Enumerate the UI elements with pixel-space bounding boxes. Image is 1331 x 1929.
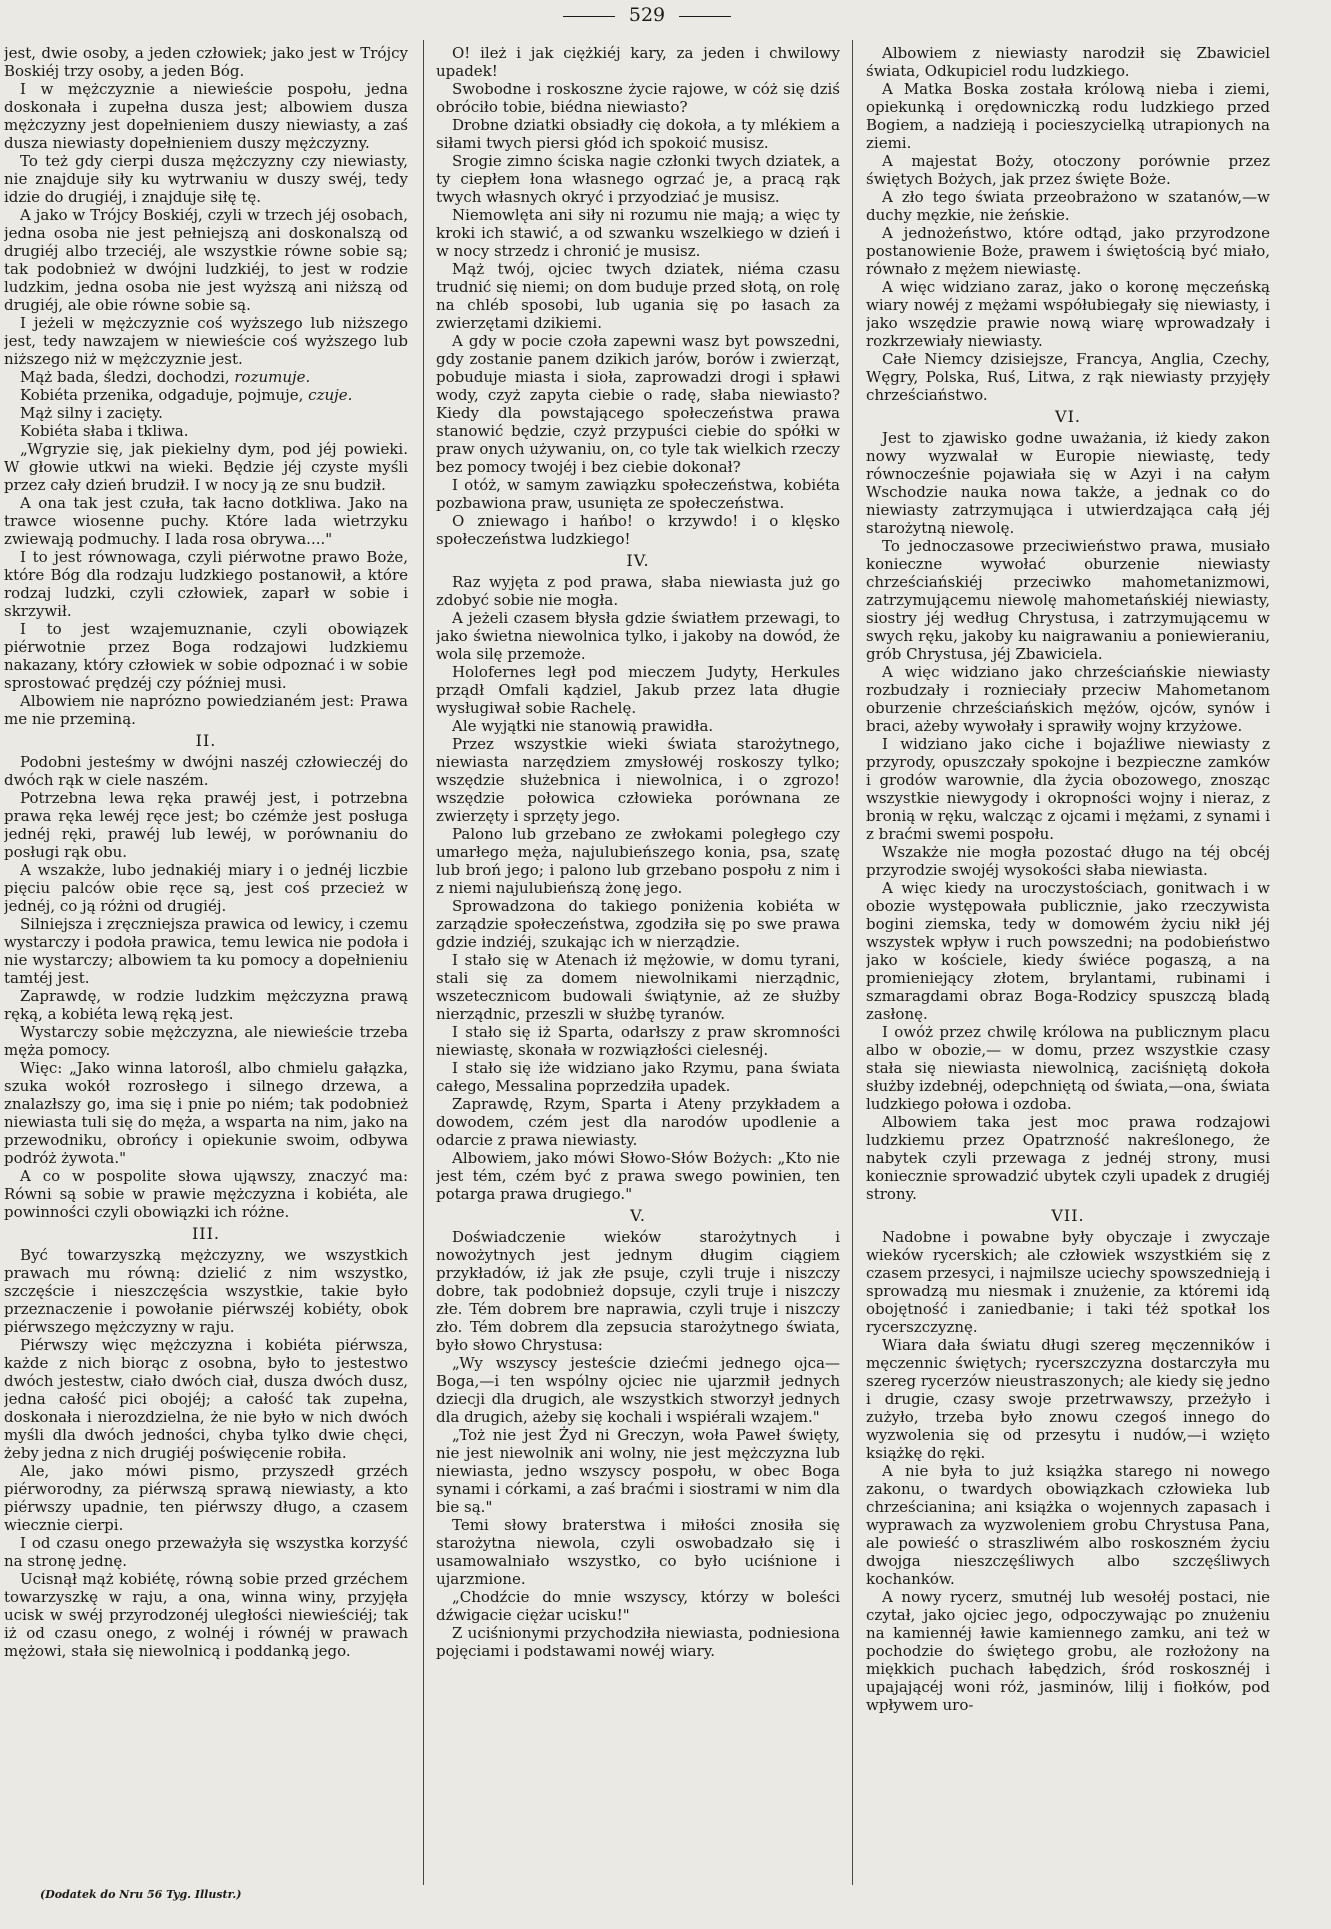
- paragraph: A gdy w pocie czoła zapewni wasz byt powszedni, gdy zostanie panem dzikich jarów, borów i zwierząt, pobuduje miasta i sioła, zaprowadzi drogi i spławi wody, czyż zapyta ciebie o radę, słaba niewiasto? Kiedy dla powstającego społeczeństwa prawa stanowić będzie, czyż przypuści ciebie do spółki w praw onych używaniu, on, co tyle tak wielkich rzeczy bez pomocy twojéj i bez ciebie dokonał?: [436, 332, 840, 476]
- paragraph: A majestat Boży, otoczony porównie przez świętych Bożych, jak przez święte Boże.: [866, 152, 1270, 188]
- paragraph: Doświadczenie wieków starożytnych i nowożytnych jest jednym długim ciągiem przykładów, iż jak złe psuje, czyli truje i niszczy dobre, tak podobnież dopsuje, czyli truje i niszczy złe. Tém dobrem bre naprawia, czyli truje i niszczy zło. Tém dobrem dla zepsucia starożytnego świata, było słowo Chrystusa:: [436, 1228, 840, 1354]
- paragraph: Być towarzyszką mężczyzny, we wszystkich prawach mu równą: dzielić z nim wszystko, szczęście i nieszczęścia wszystkie, takie było przeznaczenie i powołanie piérwszéj kobiéty, obok piérwszego mężczyzny w raju.: [4, 1246, 408, 1336]
- paragraph: A jednożeństwo, które odtąd, jako przyrodzone postanowienie Boże, prawem i świętością być miało, równało z mężem niewiastę.: [866, 224, 1270, 278]
- paragraph: Albowiem, jako mówi Słowo-Słów Bożych: „Kto nie jest tém, czém być z prawa swego powinien, ten potarga prawa drugiego.": [436, 1149, 840, 1203]
- paragraph: A więc widziano zaraz, jako o koronę męczeńską wiary nowéj z mężami współubiegały się niewiasty, i jako wszędzie prawie nową wiarę wprowadzały i rozkrzewiały niewiasty.: [866, 278, 1270, 350]
- paragraph: jest, dwie osoby, a jeden człowiek; jako jest w Trójcy Boskiéj trzy osoby, a jeden Bóg.: [4, 44, 408, 80]
- paragraph: Ucisnął mąż kobiétę, równą sobie przed grzéchem towarzyszkę w raju, a ona, winna winy, przyjęła ucisk w swéj przyrodzonéj uległości niewieściéj; tak iż od czasu onego, z wolnéj i równéj w prawach mężowi, stała się niewolnicą i poddanką jego.: [4, 1570, 408, 1660]
- paragraph: A Matka Boska została królową nieba i ziemi, opiekunką i orędowniczką rodu ludzkiego przed Bogiem, a nadzieją i pocieszycielką utrapionych na ziemi.: [866, 80, 1270, 152]
- paragraph: A więc kiedy na uroczystościach, gonitwach i w obozie występowała publicznie, jako rzeczywista bogini ziemska, tedy w domowém życiu nikł jéj wszystek wpływ i ruch powszedni; na podobieństwo jako w kościele, kiedy świéce pogaszą, a na promieniejący złotem, brylantami, rubinami i szmaragdami obraz Boga-Rodzicy spuszczą bladą zasłonę.: [866, 879, 1270, 1023]
- paragraph: A jeżeli czasem błysła gdzie światłem przewagi, to jako świetna niewolnica tylko, i jakoby na dowód, że wola silę przemoże.: [436, 609, 840, 663]
- paragraph: Ale wyjątki nie stanowią prawidła.: [452, 717, 714, 735]
- paragraph: I jeżeli w mężczyznie coś wyższego lub niższego jest, tedy nawzajem w niewieście coś wyższego lub niższego niż w mężczyznie jest.: [4, 314, 408, 368]
- paragraph: Piérwszy więc mężczyzna i kobiéta piérwsza, każde z nich biorąc z osobna, było to jestestwo dwóch jestestw, ciało dwóch ciał, dusza dwóch dusz, jedna całość pici obojéj; a całość tak zupełna, doskonała i nierozdzielna, że nie było w nich dwóch myśli dla dwóch jedności, chyba tylko dwie chęci, żeby jedna z nich drugiéj poświęcenie robiła.: [4, 1336, 408, 1462]
- paragraph: Holofernes legł pod mieczem Judyty, Herkules prządł Omfali kądziel, Jakub przez lata długie wysługiwał sobie Rachelę.: [436, 663, 840, 717]
- paragraph: Kobiéta słaba i tkliwa.: [20, 422, 189, 440]
- paragraph: Mąż silny i zacięty.: [20, 404, 163, 422]
- paragraph: Wystarczy sobie mężczyzna, ale niewieście trzeba męża pomocy.: [4, 1023, 408, 1059]
- paragraph: Raz wyjęta z pod prawa, słaba niewiasta już go zdobyć sobie nie mogła.: [436, 573, 840, 609]
- paragraph: Palono lub grzebano ze zwłokami poległego czy umarłego męża, najulubieńszego konia, psa, szatę lub broń jego; i palono lub grzebano pospołu z nim i z niemi najulubieńszą żonę jego.: [436, 825, 840, 897]
- paragraph: A co w pospolite słowa ująwszy, znaczyć ma: Równi są sobie w prawie mężczyzna i kobiéta, ale powinności czyli obowiązki ich różne.: [4, 1167, 408, 1221]
- paragraph: A nowy rycerz, smutnéj lub wesołéj postaci, nie czytał, jako ojciec jego, odpoczywając po znużeniu na kamiennéj ławie kamiennego zamku, ani też w pochodzie do świętego grobu, ale rozłożony na miękkich puchach łabędzich, śród roskosznéj i upajającéj woni róż, jasminów, lilij i fiołków, pod wpływem uro-: [866, 1588, 1270, 1714]
- paragraph: Mąż twój, ojciec twych dziatek, niéma czasu trudnić się niemi; on dom buduje przed słotą, on rolę na chléb sposobi, lub ugania się po łasach za zwierzętami dzikiemi.: [436, 260, 840, 332]
- section-heading: V.: [630, 1206, 646, 1225]
- paragraph: „Chodźcie do mnie wszyscy, którzy w boleści dźwigacie ciężar ucisku!": [436, 1588, 840, 1624]
- paragraph: Zaprawdę, Rzym, Sparta i Ateny przykładem a dowodem, czém jest dla narodów upodlenie a odarcie z prawa niewiasty.: [436, 1095, 840, 1149]
- paragraph: „Wgryzie się, jak piekielny dym, pod jéj powieki. W głowie utkwi na wieki. Będzie jéj czyste myśli przez cały dzień brudził. I w nocy ją ze snu budził.: [4, 440, 408, 494]
- paragraph: I od czasu onego przeważyła się wszystka korzyść na stronę jednę.: [4, 1534, 408, 1570]
- paragraph: „Wy wszyscy jesteście dziećmi jednego ojca—Boga,—i ten wspólny ojciec nie ujarzmił jednych dziecji dla drugich, ale wszystkich stworzył jednych dla drugich, ażeby się kochali i wspiérali wzajem.": [436, 1354, 840, 1426]
- paragraph: O zniewago i hańbo! o krzywdo! i o klęsko społeczeństwa ludzkiego!: [436, 512, 840, 548]
- paragraph: A wszakże, lubo jednakiéj miary i o jednéj liczbie pięciu palców obie ręce są, jest coś przecież w jednéj, co ją różni od drugiéj.: [4, 861, 408, 915]
- paragraph: Silniejsza i zręczniejsza prawica od lewicy, i czemu wystarczy i podoła prawica, temu lewica nie podoła i nie wystarczy; albowiem ta ku pomocy a dopełnieniu tamtéj jest.: [4, 915, 408, 987]
- paragraph: I to jest równowaga, czyli piérwotne prawo Boże, które Bóg dla rodzaju ludzkiego postanowił, a które rodzaj ludzki, czyli człowiek, zaparł w sobie i skrzywił.: [4, 548, 408, 620]
- paragraph: Sprowadzona do takiego poniżenia kobiéta w zarządzie społeczeństwa, zgodziła się po swe prawa gdzie indziéj, szukając ich w nierządzie.: [436, 897, 840, 951]
- paragraph: To też gdy cierpi dusza mężczyzny czy niewiasty, nie znajduje siły ku wytrwaniu w duszy swéj, tedy idzie do drugiéj, i znajduje siłę tę.: [4, 152, 408, 206]
- column-rule-right: [852, 40, 853, 1885]
- paragraph: Kobiéta przenika, odgaduje, pojmuje, czuje.: [20, 386, 353, 404]
- paragraph: I stało się iże widziano jako Rzymu, pana świata całego, Messalina poprzedziła upadek.: [436, 1059, 840, 1095]
- column-2: [436, 44, 840, 1879]
- paragraph: Więc: „Jako winna latorośl, albo chmielu gałązka, szuka wokół rozrosłego i silnego drzewa, a znalazłszy go, ima się i pnie po niém; tak podobnież niewiasta tuli się do męża, a wsparta na nim, jako na przewodniku, obrońcy i opiekunie swoim, odbywa podróż żywota.": [4, 1059, 408, 1167]
- paragraph: A zło tego świata przeobrażono w szatanów,—w duchy męzkie, nie żeńskie.: [866, 188, 1270, 224]
- page-number: 529: [527, 4, 767, 26]
- paragraph: Zaprawdę, w rodzie ludzkim mężczyzna prawą ręką, a kobiéta lewą ręką jest.: [4, 987, 408, 1023]
- paragraph: A ona tak jest czuła, tak łacno dotkliwa. Jako na trawce wiosenne puchy. Które lada wietrzyku zwiewają podmuchy. I lada rosa obrywa....": [4, 494, 408, 548]
- paragraph: Niemowlęta ani siły ni rozumu nie mają; a więc ty kroki ich stawić, a od szwanku wszelkiego w dzień i w nocy strzedz i chronić je musisz.: [436, 206, 840, 260]
- section-heading: III.: [191, 1224, 221, 1243]
- paragraph: Jest to zjawisko godne uważania, iż kiedy zakon nowy wyzwalał w Europie niewiastę, tedy równocześnie pojawiała się w Azyi i na całym Wschodzie nauka nowa także, a jednak co do niewiasty zatrzymująca i utwierdzająca całą jéj starożytną niewolę.: [866, 429, 1270, 537]
- paragraph: I owóż przez chwilę królowa na publicznym placu albo w obozie,— w domu, przez wszystkie czasy stała się niewiasta niewolnicą, zaciśniętą dokoła służby izdebnéj, odepchniętą od świata,—ona, świata ludzkiego połowa i ozdoba.: [866, 1023, 1270, 1113]
- paragraph: A więc widziano jako chrześciańskie niewiasty rozbudzały i roznieciały przeciw Mahometanom oburzenie chrześciańskich mężów, ojców, synów i braci, ażeby wywołały i sprawiły wojny krzyżowe.: [866, 663, 1270, 735]
- paragraph: O! ileż i jak ciężkiéj kary, za jeden i chwilowy upadek!: [436, 44, 840, 80]
- paragraph: Mąż bada, śledzi, dochodzi, rozumuje.: [20, 368, 311, 386]
- paragraph: I w mężczyznie a niewieście pospołu, jedna doskonała i zupełna dusza jest; albowiem dusza mężczyzny jest dopełnieniem duszy niewiasty, a zaś dusza niewiasty dopełnieniem duszy mężczyzny.: [4, 80, 408, 152]
- paragraph: Z uciśnionymi przychodziła niewiasta, podniesiona pojęciami i podstawami nowéj wiary.: [436, 1624, 840, 1660]
- paragraph: Podobni jesteśmy w dwójni naszéj człowieczéj do dwóch rąk w ciele naszém.: [4, 753, 408, 789]
- paragraph: Całe Niemcy dzisiejsze, Francya, Anglia, Czechy, Węgry, Polska, Ruś, Litwa, z rąk niewiasty przyjęły chrześciaństwo.: [866, 350, 1270, 404]
- column-rule-left: [423, 40, 424, 1885]
- paragraph: I widziano jako ciche i bojaźliwe niewiasty z przyrody, opuszczały spokojne i bezpieczne zamków i grodów warownie, dla życia obozowego, znosząc wszystkie niewygody i okropności wojny i nieraz, z bronią w ręku, walcząc z ojcami i mężami, z synami i z braćmi swemi pospołu.: [866, 735, 1270, 843]
- column-1: [4, 44, 408, 1879]
- section-heading: II.: [195, 731, 217, 750]
- paragraph: Wszakże nie mogła pozostać długo na téj obcéj przyrodzie swojéj wysokości słaba niewiasta.: [866, 843, 1270, 879]
- column-3: [866, 44, 1270, 1879]
- paragraph: Temi słowy braterstwa i miłości znosiła się starożytna niewola, czyli oswobadzało się i usamowalniało wszystko, co było uciśnione i ujarzmione.: [436, 1516, 840, 1588]
- paragraph: Ale, jako mówi pismo, przyszedł grzéch piérworodny, za piérwszą sprawą niewiasty, a kto piérwszy upadnie, ten piérwszy długo, a czasem wiecznie cierpi.: [4, 1462, 408, 1534]
- paragraph: Przez wszystkie wieki świata starożytnego, niewiasta narzędziem zmysłowéj roskoszy tylko; wszędzie służebnica i niewolnica, i o zgrozo! wszędzie połowica człowieka porównana ze zwierzęty i sprzęty jego.: [436, 735, 840, 825]
- paragraph: Potrzebna lewa ręka prawéj jest, i potrzebna prawa ręka lewéj ręce jest; bo czémże jest posługa jednéj ręki, prawéj lub lewéj, w porównaniu do posługi rąk obu.: [4, 789, 408, 861]
- paragraph: I stało się iż Sparta, odarłszy z praw skromności niewiastę, skonała w rozwiązłości cielesnéj.: [436, 1023, 840, 1059]
- paragraph: Nadobne i powabne były obyczaje i zwyczaje wieków rycerskich; ale człowiek wszystkiém się z czasem przesyci, i najmilsze uciechy spowszednieją i sprowadzą mu niesmak i znużenie, za któremi idą obojętność i zaniedbanie; i taki téż spotkał los rycerszczyznę.: [866, 1228, 1270, 1336]
- section-heading: VII.: [1051, 1206, 1085, 1225]
- paragraph: I stało się w Atenach iż mężowie, w domu tyrani, stali się za domem niewolnikami nierządnic, wszetecznicom budowali świątynie, aż ze służby nierządnic, przeszli w służbę tyranów.: [436, 951, 840, 1023]
- paragraph: Swobodne i roskoszne życie rajowe, w cóż się dziś obróciło tobie, biédna niewiasto?: [436, 80, 840, 116]
- paragraph: I otóż, w samym zawiązku społeczeństwa, kobiéta pozbawiona praw, usunięta ze społeczeństwa.: [436, 476, 840, 512]
- paragraph: A nie była to już książka starego ni nowego zakonu, o twardych obowiązkach człowieka lub chrześcianina; ani książka o wojennych zapasach i wyprawach za wyzwoleniem grobu Chrystusa Pana, ale powieść o straszliwém albo roskoszném życiu dwojga nieszczęśliwych albo szczęśliwych kochanków.: [866, 1462, 1270, 1588]
- paragraph: Albowiem nie naprózno powiedzianém jest: Prawa me nie przeminą.: [4, 692, 408, 728]
- paragraph: Drobne dziatki obsiadły cię dokoła, a ty mlékiem a siłami twych piersi głód ich spokoić musisz.: [436, 116, 840, 152]
- paragraph: Srogie zimno ściska nagie członki twych dziatek, a ty ciepłem łona własnego ogrzać je, a pracą rąk twych własnych okryć i przyodziać je musisz.: [436, 152, 840, 206]
- paragraph: Albowiem taka jest moc prawa rodzajowi ludzkiemu przez Opatrzność nakreślonego, że nabytek czyli przewaga z jednéj strony, musi koniecznie sprowadzić ubytek czyli upadek z drugiéj strony.: [866, 1113, 1270, 1203]
- paragraph: Albowiem z niewiasty narodził się Zbawiciel świata, Odkupiciel rodu ludzkiego.: [866, 44, 1270, 80]
- section-heading: VI.: [1055, 407, 1081, 426]
- paragraph: To jednoczasowe przeciwieństwo prawa, musiało konieczne wywołać oburzenie niewiasty chrześciańskiéj przeciwko mahometanizmowi, zatrzymującemu niewolę mahometańskiéj niewiasty, siostry jéj według Chrystusa, i zatrzymującemu w swych ręku, jakoby ku naigrawaniu a poniewieraniu, grób Chrystusa, jéj Zbawiciela.: [866, 537, 1270, 663]
- supplement-footnote: (Dodatek do Nru 56 Tyg. Illustr.): [40, 1888, 242, 1901]
- paragraph: I to jest wzajemuznanie, czyli obowiązek piérwotnie przez Boga rodzajowi ludzkiemu nakazany, który człowiek w sobie odpoznać i w sobie sprostować prędzéj czy później musi.: [4, 620, 408, 692]
- section-heading: IV.: [626, 551, 650, 570]
- paragraph: Wiara dała światu długi szereg męczenników i męczennic świętych; rycerszczyzna dostarczyła mu szereg rycerzów nieustraszonych; ale kiedy się jedno i drugie, czasy swoje przetrwawszy, przeżyło i zużyło, trzeba było znowu czegoś innego do wyzwolenia się od przesytu i nudów,—i wzięto książkę do ręki.: [866, 1336, 1270, 1462]
- paragraph: „Toż nie jest Żyd ni Greczyn, woła Paweł święty, nie jest niewolnik ani wolny, nie jest mężczyzna lub niewiasta, jedno wszyscy pospołu, w obec Boga synami i córkami, a zaś braćmi i siostrami w nim dla bie są.": [436, 1426, 840, 1516]
- paragraph: A jako w Trójcy Boskiéj, czyli w trzech jéj osobach, jedna osoba nie jest pełniejszą ani doskonalszą od drugiéj albo trzeciéj, ale wszystkie równe sobie są; tak podobnież w dwójni ludzkiéj, to jest w rodzie ludzkim, jedna osoba nie jest wyższą ani niższą od drugiéj, ale obie równe sobie są.: [4, 206, 408, 314]
